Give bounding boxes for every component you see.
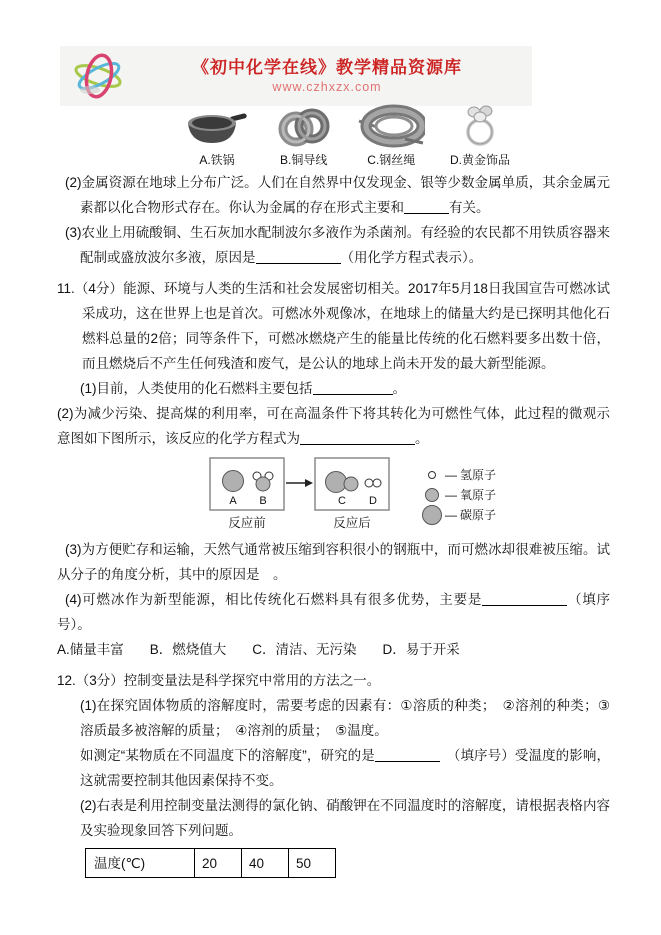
q11-number: 11. (57, 281, 75, 296)
oxygen-atom (256, 477, 270, 491)
figure-caption: C.钢丝绳 (367, 153, 416, 167)
molecule-d-label: D (369, 495, 377, 507)
hydrogen-atom (365, 479, 373, 487)
reaction-diagram (209, 455, 610, 535)
figure-caption: B.铜导线 (279, 153, 328, 167)
option-d: D．易于开采 (382, 642, 460, 657)
after-label: 反应后 (333, 516, 371, 530)
molecule-c-label: C (338, 495, 346, 507)
question-11-part2 (57, 401, 610, 451)
legend-dash: — (445, 507, 457, 522)
molecule-a-label: A (229, 495, 237, 507)
question-10-part3 (65, 220, 610, 270)
q12-intro-text: 控制变量法是科学探究中常用的方法之一。 (123, 673, 381, 688)
solubility-table (85, 848, 336, 878)
table-value-cell: 40 (242, 849, 289, 878)
steel-wire-rope-icon (357, 103, 425, 149)
q11-part2-suffix: 。 (415, 431, 429, 446)
molecule-b (253, 472, 273, 491)
figure-caption: A.铁锅 (199, 153, 235, 167)
legend-item-hydrogen (421, 467, 496, 484)
q11-part1-text: (1)目前，人类使用的化石燃料主要包括 (80, 381, 313, 396)
brand-text (132, 57, 532, 95)
figure-item-d (450, 101, 510, 168)
question-11-options (57, 637, 610, 662)
q10-part2-text: (2)金属资源在地球上分布广泛。人们在自然界中仅发现金、银等少数金属单质，其余金属元素都以化合物形式存在。你认为金属的存在形式主要和 (65, 175, 610, 215)
legend-label: 氧原子 (460, 487, 497, 502)
brand-title: 《初中化学在线》教学精品资源库 (192, 58, 462, 77)
question-10-part2 (65, 170, 610, 220)
gold-ring-icon (461, 101, 499, 149)
q12-number: 12. (57, 673, 76, 688)
question-12-intro (57, 668, 610, 693)
figure-caption: D.黄金饰品 (449, 153, 510, 167)
carbon-atom (326, 472, 347, 493)
legend-dash: — (445, 487, 457, 502)
table-header-cell: 温度(℃) (86, 849, 195, 878)
oxygen-atom-icon (425, 488, 439, 502)
before-box (210, 458, 284, 510)
carbon-atom-icon (422, 505, 442, 525)
q10-part3-text: (3)农业上用硫酸铜、生石灰加水配制波尔多液作为杀菌剂。有经验的农民都不用铁质容器来配制或盛放波尔多液，原因是 (65, 225, 610, 265)
legend-label: 碳原子 (460, 507, 497, 522)
legend-dash: — (445, 467, 457, 482)
iron-wok-icon (184, 109, 250, 149)
option-c: C．清洁、无污染 (252, 642, 357, 657)
answer-blank (375, 748, 440, 762)
oxygen-atom (344, 477, 358, 491)
diagram-legend (421, 467, 496, 524)
q11-part4-text: (4)可燃冰作为新型能源，相比传统化石燃料具有很多优势，主要是 (65, 592, 483, 607)
answer-blank (300, 431, 415, 445)
question-11-intro (57, 276, 610, 376)
option-b: B．燃烧值大 (149, 642, 227, 657)
q11-score: （4分） (74, 281, 124, 296)
q11-intro-text: 能源、环境与人类的生活和社会发展密切相关。2017年5月18日我国宣告可燃冰试采成功，这在世界上也是首次。可燃冰外观像冰，在地球上的储量大约是已探明其他化石燃料总量的2倍；同等条件下，可燃冰燃烧产生的能量比传统的化石燃料要多出数十倍，而且燃烧后不产生任何残渣和废气，是公认的地球上尚未开发的最大新型能源。 (82, 281, 610, 371)
question-12-part1: (1)在探究固体物质的溶解度时，需要考虑的因素有：①溶质的种类； ②溶剂的种类；③溶质最多被溶解的质量； ④溶剂的质量； ⑤温度。 (80, 698, 610, 738)
q11-part2-text: (2)为减少污染、提高煤的利用率，可在高温条件下将其转化为可燃性气体，此过程的微观示意图如下图所示，该反应的化学方程式为 (57, 406, 610, 446)
figure-item-b (275, 105, 333, 168)
table-row (86, 849, 336, 878)
question-11-part1 (80, 376, 610, 401)
figure-item-c (357, 103, 425, 168)
hydrogen-atom-icon (428, 471, 436, 479)
legend-item-carbon (421, 507, 496, 524)
q12-part1b-text: 如测定“某物质在不同温度下的溶解度”，研究的是 (80, 748, 375, 763)
q12-part1b-suffix: （填序号）受温度的影响，这就需要控制其他因素保持不变。 (80, 748, 610, 788)
answer-blank (404, 200, 449, 214)
question-11-part4 (57, 587, 610, 637)
molecule-b-label: B (259, 495, 267, 507)
before-label: 反应前 (228, 516, 266, 530)
option-a: A.储量丰富 (57, 642, 124, 657)
hydrogen-atom (373, 479, 381, 487)
q12-score: （3分） (75, 673, 124, 688)
answer-blank (256, 250, 341, 264)
legend-label: 氢原子 (460, 467, 497, 482)
molecule-c (326, 472, 359, 493)
copper-wire-coil-icon (275, 105, 333, 149)
exam-body (57, 170, 610, 878)
site-logo-icon (68, 50, 132, 102)
carbon-atom (223, 471, 244, 492)
brand-url[interactable]: www.czhxzx.com (272, 80, 382, 94)
q10-part3-suffix: （用化学方程式表示）。 (340, 250, 483, 265)
legend-item-oxygen (421, 487, 496, 504)
answer-blank (313, 381, 393, 395)
table-value-cell: 50 (289, 849, 336, 878)
q11-part4-suffix: （填序号）。 (57, 592, 610, 632)
molecule-d (365, 479, 381, 487)
question-12-part1b (80, 743, 610, 793)
q11-part1-suffix: 。 (392, 381, 406, 396)
reaction-diagram-graphic (209, 456, 409, 534)
q10-part2-suffix: 有关。 (449, 200, 490, 215)
figures-row (184, 104, 510, 168)
brand-header (60, 46, 532, 106)
question-11-part3: (3)为方便贮存和运输，天然气通常被压缩到容积很小的钢瓶中，而可燃冰却很难被压缩。试从分子的角度分析，其中的原因是 。 (57, 542, 610, 582)
arrow-icon (286, 479, 313, 487)
table-value-cell: 20 (195, 849, 242, 878)
question-12-part2: (2)右表是利用控制变量法测得的氯化钠、硝酸钾在不同温度时的溶解度，请根据表格内容及实验现象回答下列问题。 (80, 798, 610, 838)
molecule-a (223, 471, 244, 492)
figure-item-a (184, 109, 250, 168)
answer-blank (482, 592, 567, 606)
